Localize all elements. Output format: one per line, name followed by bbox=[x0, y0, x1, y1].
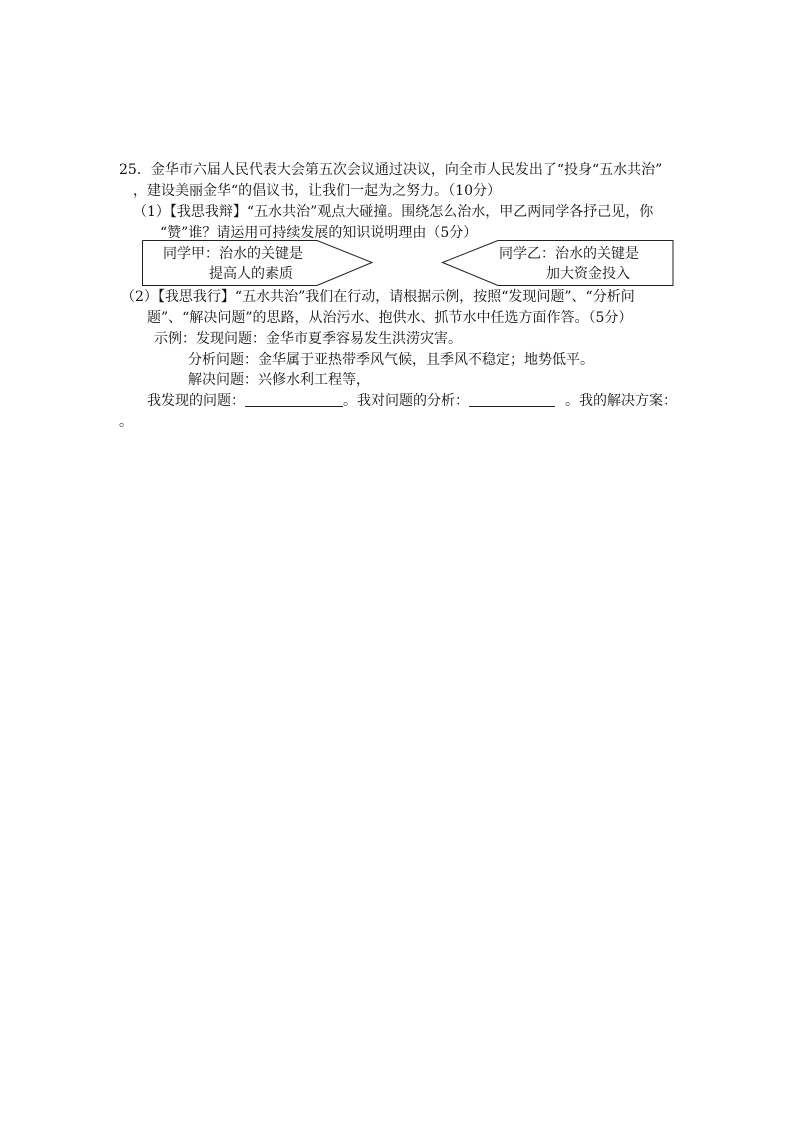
student-a-line1: 同学甲：治水的关键是 bbox=[163, 246, 303, 262]
answer-find-label: 我发现的问题： bbox=[147, 393, 245, 409]
answer-solve-label: 。我的解决方案： bbox=[565, 393, 677, 409]
answer-line bbox=[147, 391, 677, 411]
example-analyze: 分析问题：金华属于亚热带季风气候，且季风不稳定；地势低平。 bbox=[188, 352, 594, 368]
answer-analyze-label: 。我对问题的分析： bbox=[343, 393, 469, 409]
question-intro-line1: 25．金华市六届人民代表大会第五次会议通过决议，向全市人民发出了“投身“五水共治” bbox=[119, 162, 663, 178]
answer-find-blank[interactable] bbox=[245, 392, 343, 407]
part1-prompt-line2: “赞”谁？请运用可持续发展的知识说明理由（5分） bbox=[160, 225, 478, 241]
answer-end: 。 bbox=[119, 414, 133, 430]
example-solve: 解决问题：兴修水利工程等， bbox=[188, 372, 370, 388]
question-intro-line2: ，建设美丽金华“的倡议书，让我们一起为之努力。（10分） bbox=[133, 183, 501, 199]
example-find: 示例：发现问题：金华市夏季容易发生洪涝灾害。 bbox=[154, 331, 462, 347]
part1-prompt-line1: （1）【我思我辩】“五水共治”观点大碰撞。围绕怎么治水，甲乙两同学各抒己见，你 bbox=[133, 204, 654, 220]
part2-prompt-line1: （2）【我思我行】“五水共治”我们在行动，请根据示例，按照“发现问题”、“分析问 bbox=[121, 289, 635, 305]
part2-prompt-line2: 题”、“解决问题”的思路，从治污水、抱供水、抓节水中任选方面作答。（5分） bbox=[147, 310, 633, 326]
answer-analyze-blank[interactable] bbox=[469, 392, 555, 407]
student-b-line2: 加大资金投入 bbox=[546, 266, 630, 282]
student-b-line1: 同学乙：治水的关键是 bbox=[499, 246, 639, 262]
student-a-line2: 提高人的素质 bbox=[209, 266, 293, 282]
